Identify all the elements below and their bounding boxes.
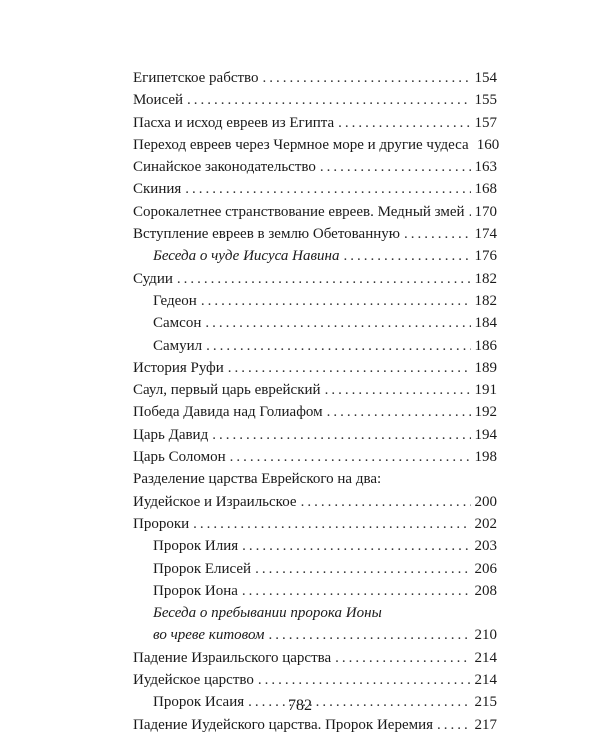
leader-dots — [320, 156, 471, 178]
toc-entry-title: Гедеон — [153, 292, 197, 309]
toc-entry — [133, 245, 497, 267]
leader-dots — [437, 714, 470, 736]
toc-entry — [133, 624, 497, 646]
toc-entry-title: Царь Соломон — [133, 449, 226, 466]
toc-entry — [133, 67, 497, 89]
toc-entry — [133, 201, 497, 223]
toc-entry — [133, 156, 497, 178]
toc-entry — [133, 223, 497, 245]
toc-entry-title: Переход евреев через Чермное море и другие чудеса — [133, 136, 469, 153]
toc-entry-title: Самсон — [153, 315, 202, 332]
leader-dots — [255, 558, 470, 580]
leader-dots — [185, 178, 470, 200]
toc-entry-title: Судии — [133, 270, 173, 287]
toc-entry — [133, 379, 497, 401]
leader-dots — [404, 223, 471, 245]
toc-entry — [133, 446, 497, 468]
toc-entry-page: 157 — [474, 114, 497, 131]
toc-entry-page: 154 — [474, 70, 497, 86]
leader-dots — [193, 513, 470, 535]
toc-entry-title: Пророк Елисей — [153, 560, 252, 577]
leader-dots — [206, 335, 470, 357]
toc-entry — [133, 312, 497, 334]
toc-entry-page: 210 — [474, 627, 497, 644]
toc-entry-page: 203 — [474, 538, 497, 555]
toc-entry-title: История Руфи — [133, 359, 224, 376]
toc-entry-page: 192 — [474, 404, 497, 421]
toc-entry-title: Иудейское царство — [133, 672, 254, 689]
leader-dots — [187, 89, 470, 111]
leader-dots — [343, 245, 470, 267]
toc-entry-title: Самуил — [153, 337, 203, 354]
toc-entry-title-line2: Иудейское и Израильское — [133, 493, 297, 510]
table-of-contents — [133, 67, 500, 736]
leader-dots — [205, 312, 470, 334]
leader-dots — [338, 112, 470, 134]
toc-entry — [133, 669, 497, 691]
toc-entry — [133, 335, 497, 357]
leader-dots — [212, 424, 470, 446]
leader-dots — [469, 201, 471, 223]
toc-entry-page: 155 — [474, 92, 497, 109]
toc-entry-title: Скиния — [133, 181, 182, 198]
toc-entry-page: 186 — [474, 337, 497, 354]
toc-entry — [133, 268, 497, 290]
leader-dots — [263, 67, 471, 89]
toc-entry-title: Саул, первый царь еврейский — [133, 382, 321, 399]
toc-entry-title: Падение Иудейского царства. Пророк Иеремия — [133, 716, 434, 733]
toc-entry-title: Беседа о чуде Иисуса Навина — [153, 248, 340, 265]
toc-entry-title-line2: во чреве китовом — [153, 627, 265, 644]
leader-dots — [325, 379, 471, 401]
toc-entry — [133, 714, 497, 736]
leader-dots — [268, 624, 470, 646]
leader-dots — [335, 647, 470, 669]
toc-entry — [133, 424, 497, 446]
toc-entry — [133, 401, 497, 423]
toc-entry-page: 168 — [474, 181, 497, 198]
toc-entry-title-line1: Разделение царства Еврейского на два: — [133, 471, 382, 488]
leader-dots — [201, 290, 471, 312]
toc-entry-heading-line — [133, 602, 497, 624]
toc-entry — [133, 513, 497, 535]
toc-entry — [133, 290, 497, 312]
toc-entry-title: Пророк Исаия — [153, 694, 245, 711]
toc-entry-page: 170 — [474, 203, 497, 220]
toc-entry — [133, 134, 500, 156]
toc-entry-title: Пророки — [133, 515, 190, 532]
leader-dots — [327, 401, 471, 423]
toc-entry-title: Египетское рабство — [133, 70, 259, 86]
toc-entry-page: 189 — [474, 359, 497, 376]
toc-entry — [133, 178, 497, 200]
toc-entry — [133, 357, 497, 379]
toc-entry — [133, 647, 497, 669]
toc-entry-page: 198 — [474, 449, 497, 466]
toc-entry-page: 160 — [476, 136, 500, 153]
toc-entry-page: 215 — [474, 694, 497, 711]
toc-entry-page: 174 — [474, 226, 497, 243]
toc-entry-title: Пророк Иона — [153, 582, 238, 599]
toc-entry-page: 191 — [474, 382, 497, 399]
toc-entry-page: 176 — [474, 248, 497, 265]
toc-entry-title: Царь Давид — [133, 426, 209, 443]
toc-entry-page: 182 — [474, 270, 497, 287]
leader-dots — [258, 669, 471, 691]
toc-entry — [133, 89, 497, 111]
toc-entry-heading-line — [133, 468, 497, 490]
toc-entry-page: 214 — [474, 672, 497, 689]
toc-entry — [133, 558, 497, 580]
toc-entry-title: Пророк Илия — [153, 538, 239, 555]
toc-entry-page: 163 — [474, 159, 497, 176]
toc-entry-title: Вступление евреев в землю Обетованную — [133, 226, 400, 243]
toc-entry-page: 214 — [474, 649, 497, 666]
toc-entry-title-line1: Беседа о пребывании пророка Ионы — [153, 605, 382, 622]
leader-dots — [177, 268, 471, 290]
toc-entry-title: Моисей — [133, 92, 184, 109]
toc-entry-page: 208 — [474, 582, 497, 599]
toc-entry-page: 217 — [474, 716, 497, 733]
toc-entry-title: Сорокалетнее странствование евреев. Медный змей — [133, 203, 465, 220]
toc-entry-title: Пасха и исход евреев из Египта — [133, 114, 335, 131]
toc-entry-page: 202 — [474, 515, 497, 532]
toc-entry-page: 194 — [474, 426, 497, 443]
toc-entry — [133, 112, 497, 134]
toc-entry-page: 182 — [474, 292, 497, 309]
toc-entry — [133, 535, 497, 557]
leader-dots — [301, 491, 471, 513]
toc-entry-page: 206 — [474, 560, 497, 577]
leader-dots — [230, 446, 471, 468]
leader-dots — [242, 580, 471, 602]
leader-dots — [242, 535, 470, 557]
toc-entry-title: Синайское законодательство — [133, 159, 316, 176]
page-number: 782 — [288, 697, 312, 714]
toc-entry — [133, 491, 497, 513]
toc-entry — [133, 580, 497, 602]
leader-dots — [228, 357, 471, 379]
toc-entry-title: Падение Израильского царства — [133, 649, 332, 666]
toc-entry-page: 200 — [474, 493, 497, 510]
toc-entry-title: Победа Давида над Голиафом — [133, 404, 323, 421]
toc-entry-page: 184 — [474, 315, 497, 332]
